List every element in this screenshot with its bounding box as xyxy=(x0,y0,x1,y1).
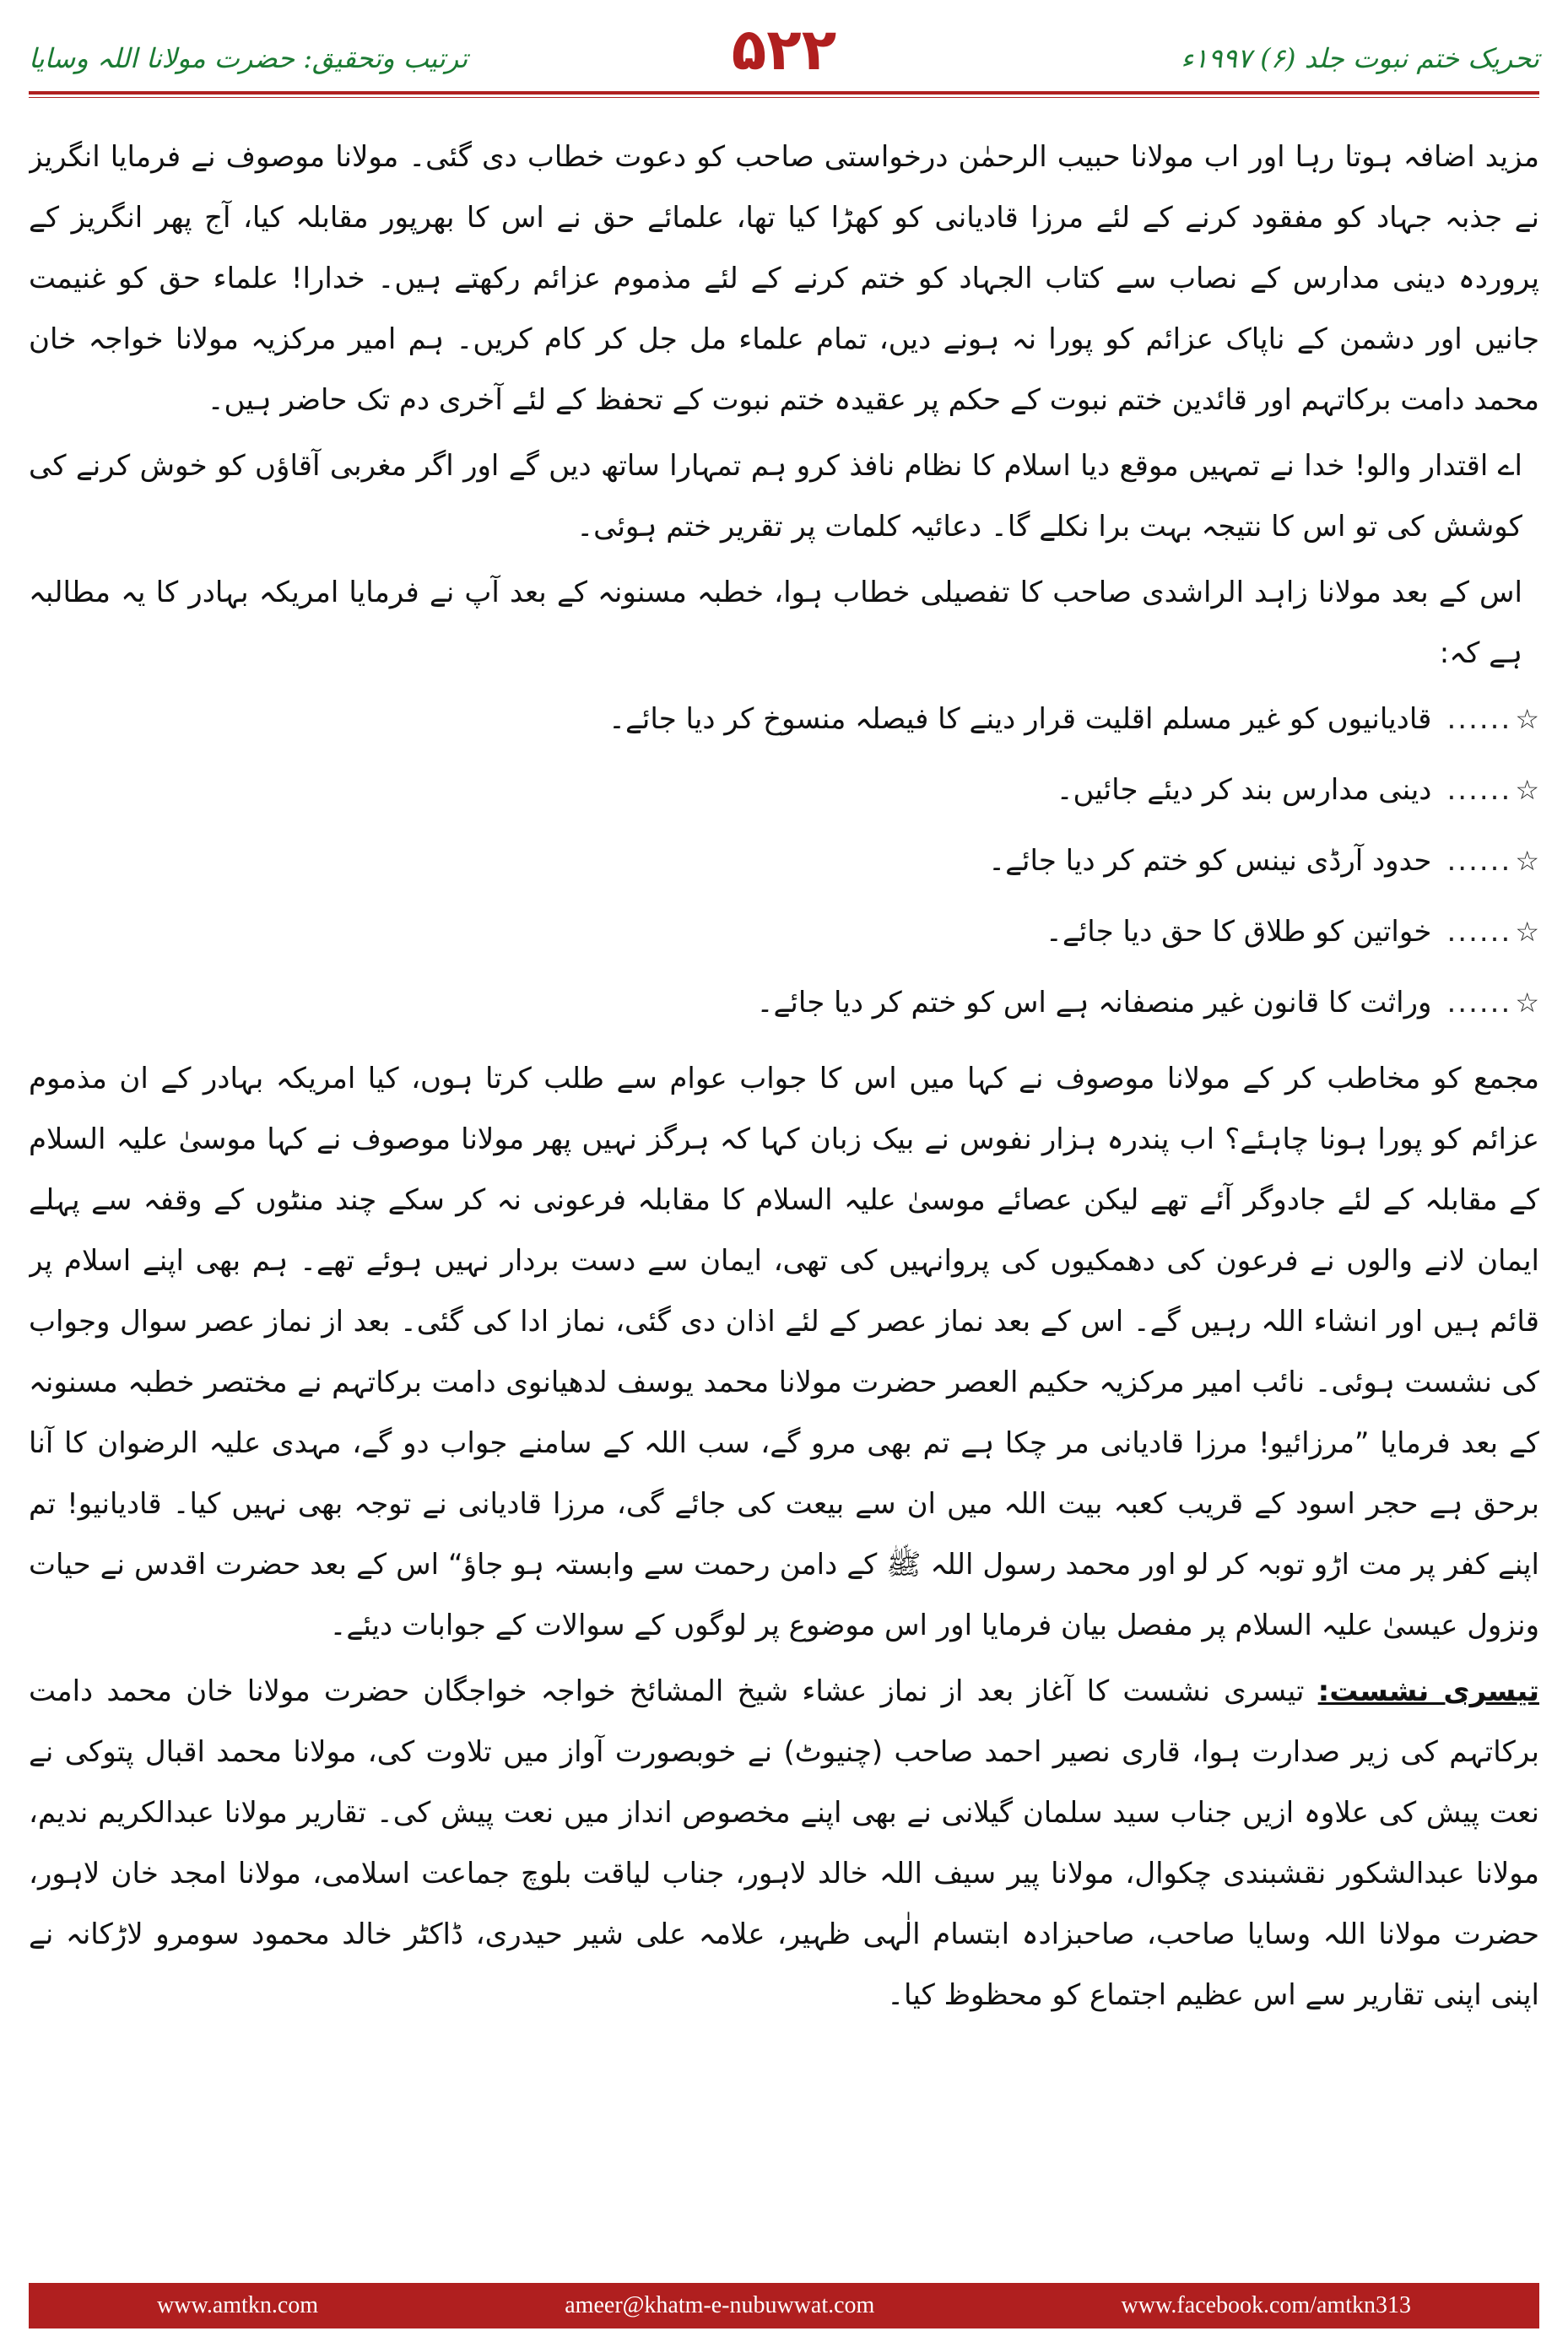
dots-leader: ...... xyxy=(1446,915,1512,949)
header-book-title: تحریک ختم نبوت جلد (۶) ۱۹۹۷ء xyxy=(1181,42,1539,74)
paragraph-darkhwasti-speech: مزید اضافہ ہوتا رہا اور اب مولانا حبیب الرحمٰن درخواستی صاحب کو دعوت خطاب دی گئی۔ مولانا موصوف نے فرمایا انگریز نے جذبہ جہاد کو مفقود کرنے کے لئے مرزا قادیانی کو کھڑا کیا تھا، علمائے حق نے اس کا بھرپور مقابلہ کیا، آج پھر انگریز کے پروردہ دینی مدارس کے نصاب سے کتاب الجہاد کو ختم کرنے کے لئے مذموم عزائم رکھتے ہیں۔ خدارا! علماء حق کو غنیمت جانیں اور دشمن کے ناپاک عزائم کو پورا نہ ہونے دیں، تمام علماء مل جل کر کام کریں۔ ہم امیر مرکزیہ مولانا خواجہ خان محمد دامت برکاتہم اور قائدین ختم نبوت کے حکم پر عقیدہ ختم نبوت کے تحفظ کے لئے آخری دم تک حاضر ہیں۔ xyxy=(29,140,1539,417)
footer-email-link[interactable]: ameer@khatm-e-nubuwwat.com xyxy=(565,2292,875,2318)
demand-text: وراثت کا قانون غیر منصفانہ ہے اس کو ختم کر دیا جائے۔ xyxy=(756,986,1432,1020)
paragraph-crowd-response: مجمع کو مخاطب کر کے مولانا موصوف نے کہا میں اس کا جواب عوام سے طلب کرتا ہوں، کیا امریکہ بہادر کے ان مذموم عزائم کو پورا ہونا چاہئے؟ اب پندرہ ہزار نفوس نے بیک زبان کہا کہ ہرگز نہیں پھر مولانا موصوف نے کہا موسیٰ علیہ السلام کے مقابلہ کے لئے جادوگر آئے تھے لیکن عصائے موسیٰ علیہ السلام کا مقابلہ فرعونی نہ کر سکے چند منٹوں کے وقفہ سے پہلے ایمان لانے والوں نے فرعون کی دھمکیوں کی پروانہیں کی تھی، ایمان سے دست بردار نہیں ہوئے تھے۔ ہم بھی اپنے اسلام پر قائم ہیں اور انشاء اللہ رہیں گے۔ اس کے بعد نماز عصر کے لئے اذان دی گئی، نماز ادا کی گئی۔ بعد از نماز عصر سوال وجواب کی نشست ہوئی۔ نائب امیر مرکزیہ حکیم العصر حضرت مولانا محمد یوسف لدھیانوی دامت برکاتہم نے مختصر خطبہ مسنونہ کے بعد فرمایا ”مرزائیو! مرزا قادیانی مر چکا ہے تم بھی مرو گے، سب اللہ کے سامنے جواب دو گے، مہدی علیہ الرضوان کا آنا برحق ہے حجر اسود کے قریب کعبہ بیت اللہ میں ان سے بیعت کی جائے گی، مرزا قادیانی نے توجہ بھی نہیں کیا۔ قادیانیو! تم اپنے کفر پر مت اڑو توبہ کر لو اور محمد رسول اللہ ﷺ کے دامن رحمت سے وابستہ ہو جاؤ“ اس کے بعد حضرت اقدس نے حیات ونزول عیسیٰ علیہ السلام پر مفصل بیان فرمایا اور اس موضوع پر لوگوں کے سوالات کے جوابات دیئے۔ xyxy=(29,1062,1539,1642)
header-rule-thin xyxy=(29,97,1539,98)
list-item xyxy=(29,830,1539,901)
star-icon: ☆ xyxy=(1515,774,1539,806)
section-heading-third-session: تیسری نشست: xyxy=(1317,1674,1539,1708)
dots-leader: ...... xyxy=(1446,773,1512,807)
page-footer xyxy=(29,2283,1539,2328)
footer-facebook-link[interactable]: www.facebook.com/amtkn313 xyxy=(1121,2292,1411,2318)
page-header xyxy=(29,17,1539,116)
paragraph-third-session xyxy=(29,1661,1539,2026)
demands-list xyxy=(29,689,1539,1043)
footer-website-link[interactable]: www.amtkn.com xyxy=(157,2292,319,2318)
list-item xyxy=(29,689,1539,760)
demand-text: حدود آرڈی نینس کو ختم کر دیا جائے۔ xyxy=(988,844,1432,878)
list-item xyxy=(29,972,1539,1043)
demand-text: خواتین کو طلاق کا حق دیا جائے۔ xyxy=(1045,915,1432,949)
star-icon: ☆ xyxy=(1515,916,1539,948)
list-item xyxy=(29,901,1539,972)
demand-text: دینی مدارس بند کر دیئے جائیں۔ xyxy=(1056,773,1432,807)
header-rule-thick xyxy=(29,91,1539,95)
list-item xyxy=(29,760,1539,830)
page-number: ۵۲۲ xyxy=(731,17,837,84)
page-body xyxy=(29,127,1539,2253)
star-icon: ☆ xyxy=(1515,987,1539,1019)
paragraph-rashdi-intro: اس کے بعد مولانا زاہد الراشدی صاحب کا تفصیلی خطاب ہوا، خطبہ مسنونہ کے بعد آپ نے فرمایا امریکہ بہادر کا یہ مطالبہ ہے کہ: xyxy=(29,576,1522,670)
header-compiler-credit: ترتیب وتحقیق: حضرت مولانا اللہ وسایا xyxy=(29,42,468,74)
demand-text: قادیانیوں کو غیر مسلم اقلیت قرار دینے کا فیصلہ منسوخ کر دیا جائے۔ xyxy=(608,702,1432,736)
dots-leader: ...... xyxy=(1446,986,1512,1020)
third-session-text: تیسری نشست کا آغاز بعد از نماز عشاء شیخ المشائخ خواجہ خواجگان حضرت مولانا خان محمد دامت برکاتہم کی زیر صدارت ہوا، قاری نصیر احمد صاحب (چنیوٹ) نے خوبصورت آواز میں تلاوت کی، مولانا محمد اقبال پتوکی نے نعت پیش کی علاوہ ازیں جناب سید سلمان گیلانی نے بھی اپنے مخصوص انداز میں نعت پیش کی۔ تقاریر مولانا عبدالکریم ندیم، مولانا عبدالشکور نقشبندی چکوال، مولانا پیر سیف اللہ خالد لاہور، جناب لیاقت بلوچ جماعت اسلامی، مولانا امجد خان لاہور، حضرت مولانا اللہ وسایا صاحب، صاحبزادہ ابتسام الٰہی ظہیر، علامہ علی شیر حیدری، ڈاکٹر خالد محمود سومرو لاڑکانہ نے اپنی اپنی تقاریر سے اس عظیم اجتماع کو محظوظ کیا۔ xyxy=(29,1674,1539,2012)
star-icon: ☆ xyxy=(1515,845,1539,877)
star-icon: ☆ xyxy=(1515,703,1539,735)
dots-leader: ...... xyxy=(1446,844,1512,878)
dots-leader: ...... xyxy=(1446,702,1512,736)
paragraph-rulers-warning: اے اقتدار والو! خدا نے تمہیں موقع دیا اسلام کا نظام نافذ کرو ہم تمہارا ساتھ دیں گے اور اگر مغربی آقاؤں کو خوش کرنے کی کوشش کی تو اس کا نتیجہ بہت برا نکلے گا۔ دعائیہ کلمات پر تقریر ختم ہوئی۔ xyxy=(29,449,1522,544)
